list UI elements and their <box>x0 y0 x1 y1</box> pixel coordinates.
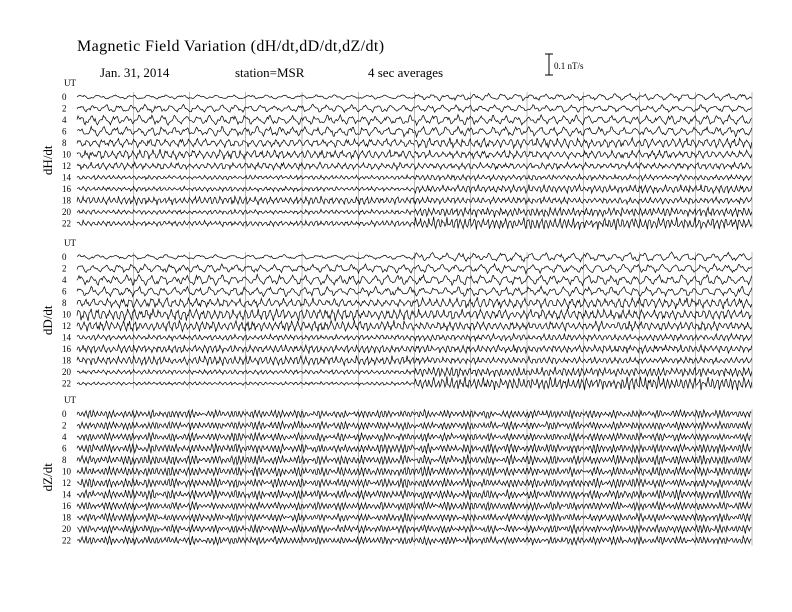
hour-label: 20 <box>62 207 71 217</box>
ut-label: UT <box>64 238 76 248</box>
hour-label: 8 <box>62 455 67 465</box>
trace-line <box>77 536 751 546</box>
trace-line <box>77 432 751 441</box>
chart-title: Magnetic Field Variation (dH/dt,dD/dt,dZ/dt) <box>77 38 385 55</box>
trace-line <box>77 478 751 488</box>
trace-line <box>77 524 751 533</box>
hour-label: 0 <box>62 252 67 262</box>
hour-label: 20 <box>62 524 71 534</box>
trace-line <box>77 513 751 522</box>
hour-label: 4 <box>62 432 67 442</box>
y-axis-label-dH-dt: dH/dt <box>40 145 55 176</box>
hour-label: 16 <box>62 344 71 354</box>
station-label: station=MSR <box>235 65 305 80</box>
hour-label: 4 <box>62 115 67 125</box>
hour-label: 14 <box>62 172 71 183</box>
hour-label: 6 <box>62 126 67 137</box>
hour-label: 12 <box>62 161 71 171</box>
hour-label: 12 <box>62 478 71 488</box>
ut-label: UT <box>64 78 76 88</box>
hour-label: 2 <box>62 420 67 431</box>
hour-label: 2 <box>62 263 67 274</box>
averaging-label: 4 sec averages <box>368 65 444 80</box>
hour-label: 16 <box>62 501 71 511</box>
hour-label: 10 <box>62 149 71 160</box>
hour-label: 14 <box>62 332 71 343</box>
trace-line <box>77 409 751 418</box>
trace-line <box>77 455 751 466</box>
trace-line <box>77 466 751 477</box>
hour-label: 12 <box>62 321 71 331</box>
hour-label: 8 <box>62 138 67 148</box>
y-axis-label-dZ-dt: dZ/dt <box>40 463 55 492</box>
hour-label: 10 <box>62 466 71 477</box>
trace-line <box>77 443 751 454</box>
y-axis-label-dD-dt: dD/dt <box>40 305 55 336</box>
trace-line <box>77 489 751 499</box>
hour-label: 4 <box>62 275 67 285</box>
hour-label: 18 <box>62 355 71 366</box>
hour-label: 6 <box>62 443 67 454</box>
trace-line <box>77 501 751 510</box>
hour-label: 22 <box>62 378 71 389</box>
ut-label: UT <box>64 395 76 405</box>
hour-label: 18 <box>62 512 71 523</box>
trace-line <box>77 421 751 430</box>
hour-label: 0 <box>62 409 67 419</box>
hour-label: 16 <box>62 184 71 194</box>
hour-label: 20 <box>62 367 71 377</box>
hour-label: 10 <box>62 309 71 320</box>
date-label: Jan. 31, 2014 <box>100 65 170 80</box>
scale-bar-label: 0.1 nT/s <box>554 61 584 71</box>
hour-label: 8 <box>62 298 67 308</box>
hour-label: 22 <box>62 218 71 229</box>
hour-label: 2 <box>62 103 67 114</box>
hour-label: 6 <box>62 286 67 297</box>
hour-label: 18 <box>62 195 71 206</box>
hour-label: 22 <box>62 535 71 546</box>
hour-label: 0 <box>62 92 67 102</box>
hour-label: 14 <box>62 489 71 500</box>
